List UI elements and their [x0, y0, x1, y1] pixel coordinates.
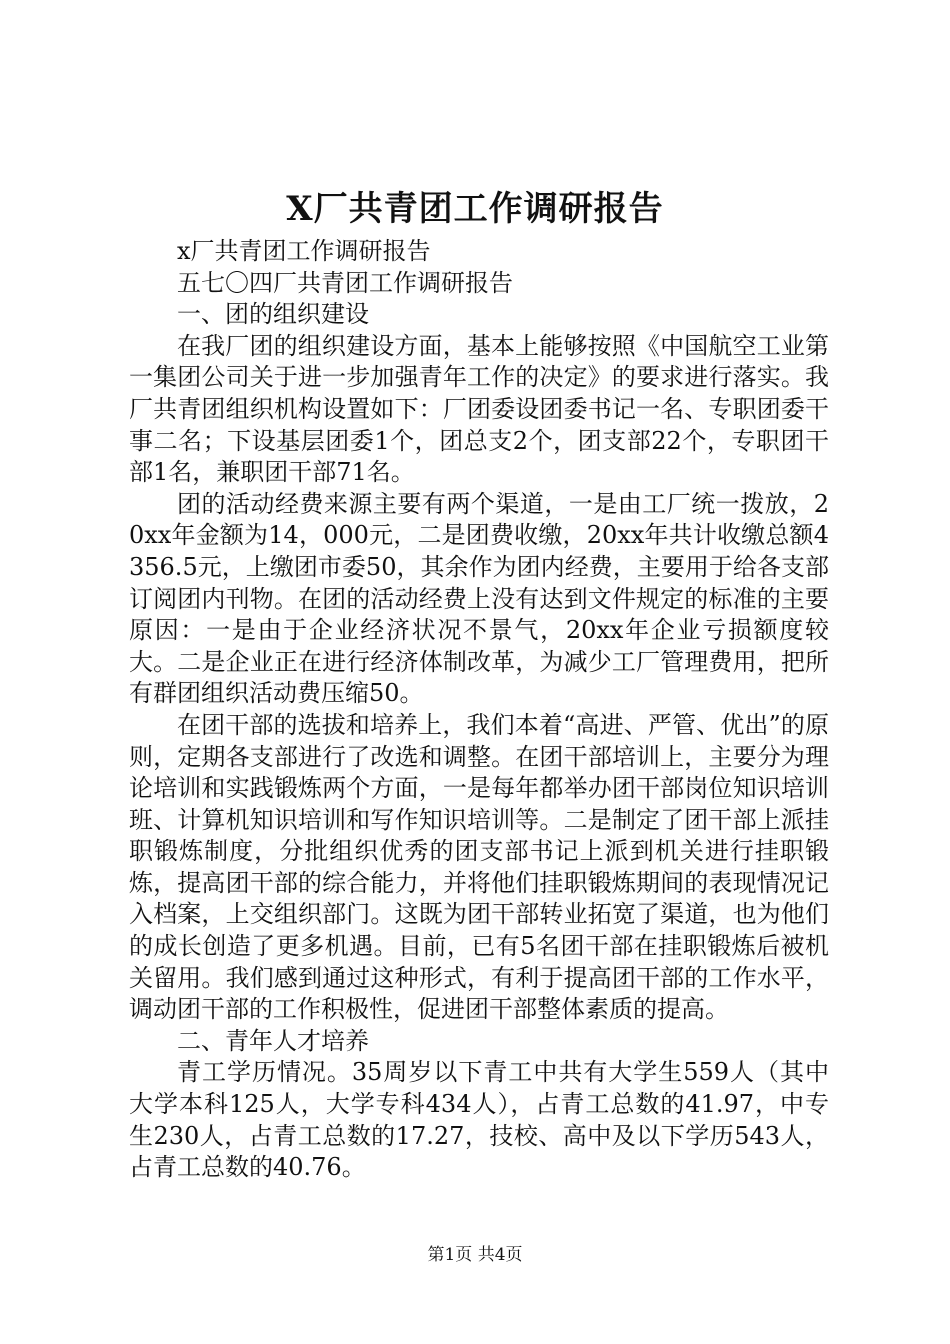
document-title: X厂共青团工作调研报告	[286, 189, 664, 229]
paragraph-organization: 在我厂团的组织建设方面，基本上能够按照《中国航空工业第一集团公司关于进一步加强青年工作的决定》的要求进行落实。我厂共青团组织机构设置如下：厂团委设团委书记一名、专职团委干事二名；下设基层团委1个，团总支2个，团支部22个，专职团干部1名，兼职团干部71名。	[129, 331, 829, 487]
paragraph-heading-repeat: x厂共青团工作调研报告	[177, 237, 431, 265]
paragraph-funding: 团的活动经费来源主要有两个渠道，一是由工厂统一拨放，20xx年金额为14，000元，二是团费收缴，20xx年共计收缴总额4356.5元，上缴团市委50，其余作为团内经费，主要用于给各支部订阅团内刊物。在团的活动经费上没有达到文件规定的标准的主要原因：一是由于企业经济状况不景气，20xx年企业亏损额度较大。二是企业正在进行经济体制改革，为减少工厂管理费用，把所有群团组织活动费压缩50。	[129, 489, 829, 708]
document-body	[129, 236, 829, 1184]
paragraph-subtitle: 五七〇四厂共青团工作调研报告	[177, 268, 513, 297]
paragraph-education: 青工学历情况。35周岁以下青工中共有大学生559人（其中大学本科125人，大学专科434人），占青工总数的41.97，中专生230人，占青工总数的17.27，技校、高中及以下学历543人，占青工总数的40.76。	[129, 1058, 829, 1182]
section-heading-organization: 一、团的组织建设	[177, 300, 369, 329]
page-footer: 第1页 共4页	[427, 1245, 523, 1265]
paragraph-cadre-training: 在团干部的选拔和培养上，我们本着“高进、严管、优出”的原则，定期各支部进行了改选和调整。在团干部培训上，主要分为理论培训和实践锻炼两个方面，一是每年都举办团干部岗位知识培训班、计算机知识培训和写作知识培训等。二是制定了团干部上派挂职锻炼制度，分批组织优秀的团支部书记上派到机关进行挂职锻炼，提高团干部的综合能力，并将他们挂职锻炼期间的表现情况记入档案，上交组织部门。这既为团干部转业拓宽了渠道，也为他们的成长创造了更多机遇。目前，已有5名团干部在挂职锻炼后被机关留用。我们感到通过这种形式，有利于提高团干部的工作水平，调动团干部的工作积极性，促进团干部整体素质的提高。	[129, 710, 829, 1024]
section-heading-talent: 二、青年人才培养	[177, 1026, 369, 1055]
